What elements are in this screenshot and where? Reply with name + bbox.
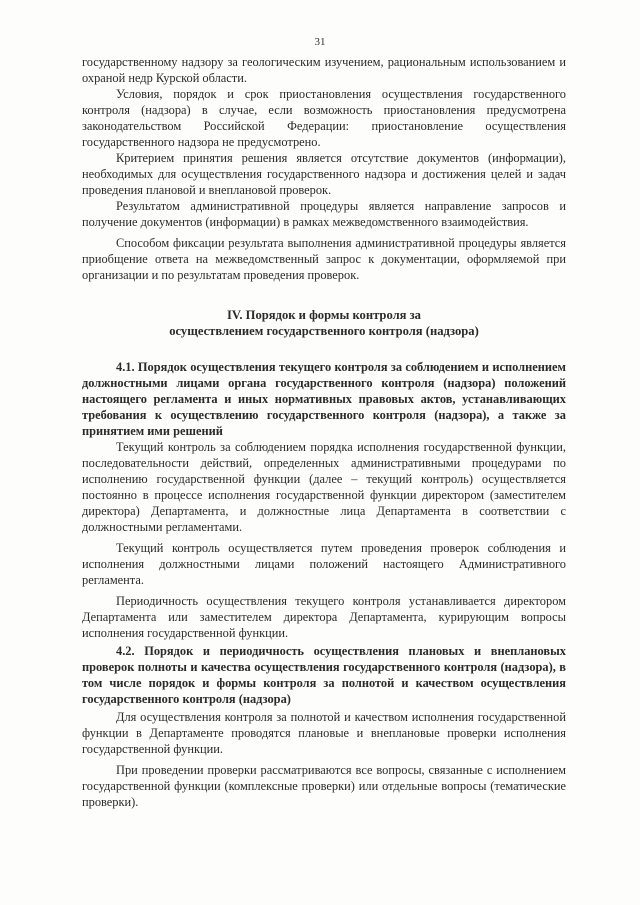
paragraph-decision-criterion: Критерием принятия решения является отсутствие документов (информации), необходимых для осуществления государственного надзора и достижения целей и задач проведения плановой и внеплановой проверок.	[82, 151, 566, 197]
section-heading-line1: IV. Порядок и формы контроля за	[227, 308, 421, 322]
page-number: 31	[314, 36, 326, 48]
paragraph-suspension-conditions: Условия, порядок и срок приостановления осуществления государственного контроля (надзора) в случае, если возможность приостановления предусмотрена законодательством Российской Федерации: приостановление осуществления государственного надзора не предусмотрено.	[82, 87, 566, 149]
subsection-4-1-paragraph: Текущий контроль осуществляется путем проведения проверок соблюдения и исполнения должностными лицами положений настоящего Административного регламента.	[82, 541, 566, 587]
paragraph-result-fixation: Способом фиксации результата выполнения административной процедуры является приобщение ответа на межведомственный запрос к документации, оформляемой при организации и по результатам проведения проверок.	[82, 236, 566, 282]
document-body	[82, 54, 566, 810]
section-heading	[82, 307, 566, 339]
subsection-4-2-heading: 4.2. Порядок и периодичность осуществления плановых и внеплановых проверок полноты и качества осуществления государственного контроля (надзора), в том числе порядок и формы контроля за полнотой и качеством осуществления государственного контроля (надзора)	[82, 644, 566, 706]
section-heading-line2: осуществлением государственного контроля (надзора)	[169, 324, 479, 338]
paragraph-continuation: государственному надзору за геологическим изучением, рациональным использованием и охраной недр Курской области.	[82, 55, 566, 85]
subsection-4-1-paragraph: Периодичность осуществления текущего контроля устанавливается директором Департамента или заместителем директора Департамента, курирующим вопросы исполнения государственной функции.	[82, 594, 566, 640]
subsection-4-1-paragraph: Текущий контроль за соблюдением порядка исполнения государственной функции, последовательности действий, определенных административными процедурами по исполнению государственной функции (далее – текущий контроль) осуществляется постоянно в процессе исполнения государственной функции директором (заместителем директора) Департамента, и должностные лица Департамента в соответствии с должностными регламентами.	[82, 440, 566, 534]
subsection-4-2-paragraph: Для осуществления контроля за полнотой и качеством исполнения государственной функции в Департаменте проводятся плановые и внеплановые проверки исполнения государственной функции.	[82, 710, 566, 756]
subsection-4-2-paragraph: При проведении проверки рассматриваются все вопросы, связанные с исполнением государственной функции (комплексные проверки) или отдельные вопросы (тематические проверки).	[82, 763, 566, 809]
paragraph-procedure-result: Результатом административной процедуры является направление запросов и получение документов (информации) в рамках межведомственного взаимодействия.	[82, 199, 566, 229]
subsection-4-1-heading: 4.1. Порядок осуществления текущего контроля за соблюдением и исполнением должностными лицами органа государственного контроля (надзора) положений настоящего регламента и иных нормативных правовых актов, устанавливающих требования к осуществлению государственного контроля (надзора), а также за принятием ими решений	[82, 360, 566, 438]
